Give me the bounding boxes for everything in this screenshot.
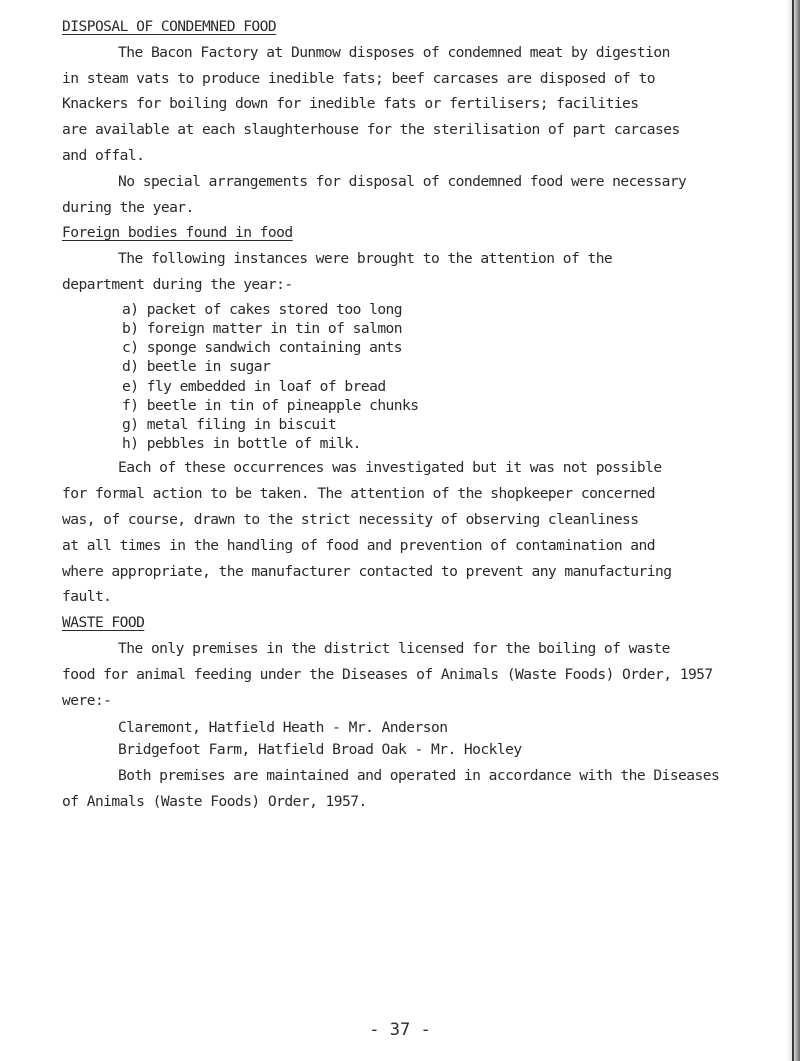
text-line: of Animals (Waste Foods) Order, 1957. xyxy=(62,793,367,811)
list-item: g) metal filing in biscuit xyxy=(122,415,337,433)
scan-edge-line xyxy=(792,0,794,1061)
section-waste-food xyxy=(62,610,782,815)
page-number: - 37 - xyxy=(369,1020,431,1040)
text-line: The following instances were brought to the attention of the xyxy=(118,250,613,268)
text-line: food for animal feeding under the Diseases of Animals (Waste Foods) Order, 1957 xyxy=(62,665,713,683)
text-line: are available at each slaughterhouse for the sterilisation of part carcases xyxy=(62,121,680,139)
list-item: h) pebbles in bottle of milk. xyxy=(122,435,361,453)
paragraph-no-special-arrangements xyxy=(62,169,782,221)
list-item: d) beetle in sugar xyxy=(122,358,271,376)
heading-disposal-of-condemned-food: DISPOSAL OF CONDEMNED FOOD xyxy=(62,18,277,35)
section-disposal xyxy=(62,14,782,220)
page-content xyxy=(62,14,782,815)
list-item: f) beetle in tin of pineapple chunks xyxy=(122,396,419,414)
heading-waste-food: WASTE FOOD xyxy=(62,614,145,632)
text-line: was, of course, drawn to the strict necessity of observing cleanliness xyxy=(62,510,639,528)
text-line: Each of these occurrences was investigated but it was not possible xyxy=(118,459,662,477)
text-line: where appropriate, the manufacturer contacted to prevent any manufacturing xyxy=(62,562,672,580)
text-line: Knackers for boiling down for inedible fats or fertilisers; facilities xyxy=(62,95,639,113)
text-line: at all times in the handling of food and prevention of contamination and xyxy=(62,536,656,554)
text-line: and offal. xyxy=(62,146,145,164)
list-item: c) sponge sandwich containing ants xyxy=(122,339,403,357)
text-line: fault. xyxy=(62,588,112,606)
section-foreign-bodies xyxy=(62,220,782,610)
list-item: Bridgefoot Farm, Hatfield Broad Oak - Mr. Hockley xyxy=(118,741,522,759)
list-item: b) foreign matter in tin of salmon xyxy=(122,319,403,337)
text-line: No special arrangements for disposal of condemned food were necessary xyxy=(118,172,687,190)
text-line: in steam vats to produce inedible fats; beef carcases are disposed of to xyxy=(62,69,656,87)
paragraph-both-premises xyxy=(62,763,782,815)
text-line: Both premises are maintained and operated in accordance with the Diseases xyxy=(118,767,720,785)
text-line: department during the year:- xyxy=(62,275,293,293)
text-line: for formal action to be taken. The attention of the shopkeeper concerned xyxy=(62,485,656,503)
foreign-bodies-list xyxy=(62,300,782,454)
paragraph-waste-intro xyxy=(62,636,782,713)
licensed-premises-list xyxy=(62,717,782,761)
list-item: a) packet of cakes stored too long xyxy=(122,300,403,318)
list-item: e) fly embedded in loaf of bread xyxy=(122,377,386,395)
text-line: The only premises in the district licensed for the boiling of waste xyxy=(118,639,670,657)
text-line: during the year. xyxy=(62,198,194,216)
heading-foreign-bodies-found-in-food: Foreign bodies found in food xyxy=(62,224,293,242)
paragraph-occurrences-investigated xyxy=(62,455,782,610)
paragraph-bacon-factory xyxy=(62,40,782,169)
paragraph-foreign-intro xyxy=(62,246,782,298)
text-line: were:- xyxy=(62,691,112,709)
text-line: The Bacon Factory at Dunmow disposes of condemned meat by digestion xyxy=(118,43,670,61)
list-item: Claremont, Hatfield Heath - Mr. Anderson xyxy=(118,719,448,737)
